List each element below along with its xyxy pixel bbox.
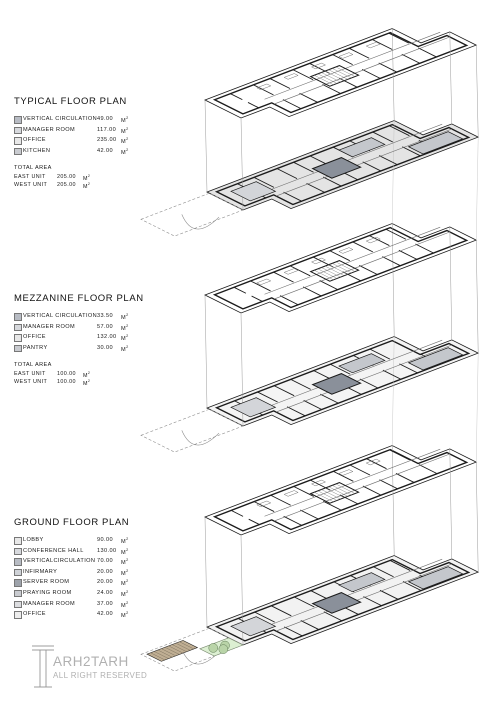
- unit-unit: $M^2$: [83, 371, 91, 380]
- area-unit: $M^2$: [121, 611, 129, 620]
- area-value: 37.00: [97, 600, 113, 607]
- area-value: 70.00: [97, 558, 113, 565]
- area-name: LOBBY: [23, 537, 44, 543]
- mezzanine-total-area-label: TOTAL AREA: [14, 362, 52, 369]
- area-swatch: [14, 324, 22, 332]
- area-name: MANAGER ROOM: [23, 323, 76, 330]
- typical-floor-legend: [14, 96, 204, 190]
- area-swatch: [14, 579, 22, 587]
- area-name: PRAYING ROOM: [23, 589, 72, 596]
- alignment-line: [205, 517, 207, 627]
- area-swatch: [14, 611, 22, 619]
- mezzanine-area-list: [14, 312, 204, 354]
- ground-floor-title: GROUND FLOOR PLAN: [14, 517, 130, 528]
- area-name: MANAGER ROOM: [23, 600, 76, 607]
- area-row: [14, 323, 204, 334]
- area-value: 33.50: [97, 313, 113, 319]
- unit-unit: $M^2$: [83, 182, 91, 191]
- area-unit: $M^2$: [121, 313, 129, 321]
- area-swatch: [14, 569, 22, 577]
- area-unit: $M^2$: [121, 126, 129, 135]
- unit-value: 100.00: [57, 379, 76, 386]
- area-swatch: [14, 601, 22, 609]
- alignment-lines: [205, 29, 478, 646]
- mezzanine-floor-legend: [14, 293, 204, 387]
- unit-value: 205.00: [57, 174, 76, 181]
- alignment-line: [205, 295, 207, 408]
- area-value: 57.00: [97, 323, 113, 330]
- watermark-tagline: ALL RIGHT RESERVED: [53, 671, 148, 680]
- area-name: OFFICE: [23, 334, 46, 341]
- area-unit: $M^2$: [121, 600, 129, 609]
- unit-row: [14, 379, 204, 387]
- mezzanine-floor-title: MEZZANINE FLOOR PLAN: [14, 293, 144, 304]
- area-swatch: [14, 313, 22, 321]
- area-value: 20.00: [97, 568, 113, 575]
- area-unit: $M^2$: [121, 323, 129, 332]
- unit-row: [14, 182, 204, 190]
- unit-row: [14, 174, 204, 182]
- area-swatch: [14, 537, 22, 545]
- alignment-line: [205, 100, 207, 192]
- area-unit: $M^2$: [121, 537, 129, 545]
- area-swatch: [14, 590, 22, 598]
- area-row: [14, 147, 204, 158]
- area-name: INFIRMARY: [23, 568, 58, 575]
- unit-name: WEST UNIT: [14, 182, 48, 189]
- area-row: [14, 578, 204, 589]
- area-row: [14, 115, 204, 126]
- area-name: VERTICAL CIRCULATION: [23, 116, 98, 122]
- area-unit: $M^2$: [121, 568, 129, 577]
- area-name: VERTICAL CIRCULATION: [23, 313, 98, 319]
- unit-name: WEST UNIT: [14, 379, 48, 386]
- watermark: [30, 643, 180, 693]
- area-row: [14, 557, 204, 568]
- area-name: CONFERENCE HALL: [23, 547, 84, 554]
- area-swatch: [14, 345, 22, 353]
- area-unit: $M^2$: [121, 579, 129, 588]
- area-value: 132.00: [97, 334, 117, 341]
- alignment-line: [476, 462, 478, 572]
- area-unit: $M^2$: [121, 137, 129, 146]
- area-swatch: [14, 148, 22, 156]
- area-name: MANAGER ROOM: [23, 126, 76, 133]
- typical-upper-slab: [205, 29, 476, 119]
- alignment-line: [476, 45, 478, 137]
- alignment-line: [476, 137, 478, 240]
- unit-unit: $M^2$: [83, 174, 91, 183]
- area-unit: $M^2$: [121, 116, 129, 124]
- area-value: 42.00: [97, 147, 113, 154]
- area-value: 130.00: [97, 547, 117, 554]
- area-value: 42.00: [97, 611, 113, 618]
- area-value: 117.00: [97, 126, 117, 133]
- area-name: SERVER ROOM: [23, 579, 70, 586]
- area-row: [14, 600, 204, 611]
- watermark-brand: ARH2TARH: [53, 654, 129, 669]
- area-swatch: [14, 548, 22, 556]
- unit-value: 205.00: [57, 182, 76, 189]
- area-row: [14, 333, 204, 344]
- alignment-line: [476, 240, 478, 353]
- unit-row: [14, 371, 204, 379]
- unit-name: EAST UNIT: [14, 174, 46, 181]
- area-name: PANTRY: [23, 344, 48, 351]
- area-row: [14, 536, 204, 547]
- mezzanine-upper-slab: [205, 224, 476, 314]
- area-row: [14, 126, 204, 137]
- area-swatch: [14, 334, 22, 342]
- tree-icon: [219, 645, 228, 654]
- typical-area-list: [14, 115, 204, 157]
- area-row: [14, 610, 204, 621]
- area-value: 49.00: [97, 116, 113, 122]
- typical-site-outline-path: [182, 214, 219, 229]
- area-unit: $M^2$: [121, 558, 129, 567]
- area-value: 30.00: [97, 344, 113, 351]
- alignment-line: [476, 353, 478, 462]
- unit-value: 100.00: [57, 371, 76, 378]
- area-row: [14, 136, 204, 147]
- area-swatch: [14, 137, 22, 145]
- area-unit: $M^2$: [121, 334, 129, 343]
- typical-floor-title: TYPICAL FLOOR PLAN: [14, 96, 127, 107]
- area-row: [14, 589, 204, 600]
- area-swatch: [14, 558, 22, 566]
- mezzanine-site-outline-path: [182, 430, 219, 445]
- area-unit: $M^2$: [121, 147, 129, 156]
- area-value: 20.00: [97, 579, 113, 586]
- ground-area-list: [14, 536, 204, 621]
- unit-unit: $M^2$: [83, 379, 91, 388]
- typical-unit-list: [14, 174, 204, 190]
- area-name: VERTICALCIRCULATION: [23, 558, 96, 565]
- area-unit: $M^2$: [121, 589, 129, 598]
- area-value: 235.00: [97, 137, 117, 144]
- area-value: 90.00: [97, 537, 113, 543]
- area-row: [14, 312, 204, 323]
- typical-total-area-label: TOTAL AREA: [14, 165, 52, 172]
- floor-slabs: [205, 29, 478, 646]
- tree-icon: [209, 643, 218, 652]
- ground-floor-legend: [14, 517, 204, 621]
- area-row: [14, 547, 204, 558]
- mezzanine-unit-list: [14, 371, 204, 387]
- area-unit: $M^2$: [121, 344, 129, 353]
- ground-upper-slab: [205, 446, 476, 536]
- area-row: [14, 568, 204, 579]
- unit-name: EAST UNIT: [14, 371, 46, 378]
- area-unit: $M^2$: [121, 547, 129, 556]
- area-value: 24.00: [97, 589, 113, 596]
- area-name: OFFICE: [23, 137, 46, 144]
- area-name: OFFICE: [23, 611, 46, 618]
- area-swatch: [14, 127, 22, 135]
- area-swatch: [14, 116, 22, 124]
- area-row: [14, 344, 204, 355]
- area-name: KITCHEN: [23, 147, 51, 154]
